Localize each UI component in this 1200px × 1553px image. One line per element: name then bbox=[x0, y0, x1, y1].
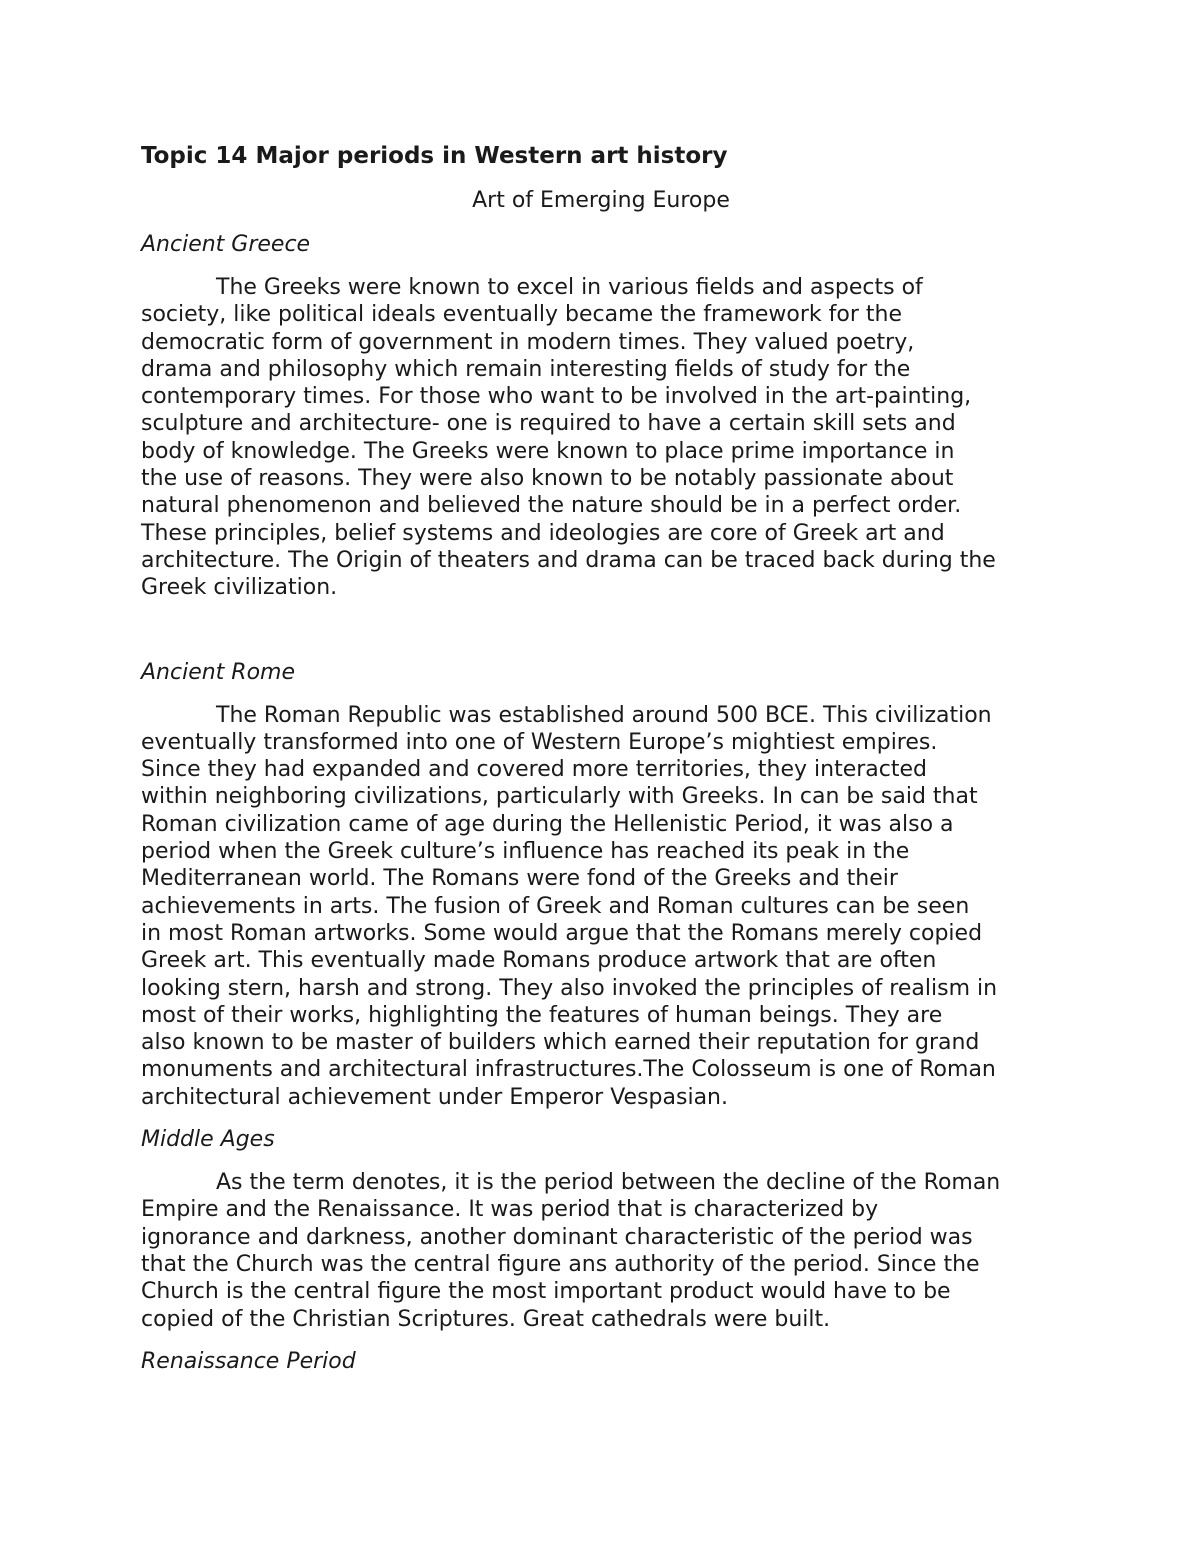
paragraph-line: also known to be master of builders which earned their reputation for grand bbox=[141, 1030, 980, 1056]
section-body-ancient-rome bbox=[141, 702, 1061, 1111]
paragraph-line: democratic form of government in modern times. They valued poetry, bbox=[141, 329, 915, 355]
paragraph-line: Greek art. This eventually made Romans produce artwork that are often bbox=[141, 948, 937, 974]
paragraph-line: that the Church was the central figure ans authority of the period. Since the bbox=[141, 1251, 980, 1277]
paragraph-line: the use of reasons. They were also known to be notably passionate about bbox=[141, 466, 954, 492]
paragraph-line: sculpture and architecture- one is required to have a certain skill sets and bbox=[141, 411, 956, 437]
paragraph-line: drama and philosophy which remain interesting fields of study for the bbox=[141, 356, 911, 382]
paragraph-line: As the term denotes, it is the period between the decline of the Roman bbox=[216, 1170, 1001, 1196]
paragraph-line: architectural achievement under Emperor Vespasian. bbox=[141, 1084, 728, 1110]
paragraph-line: The Greeks were known to excel in various fields and aspects of bbox=[216, 275, 923, 300]
document-title: Topic 14 Major periods in Western art history bbox=[141, 143, 728, 169]
paragraph-line: in most Roman artworks. Some would argue that the Romans merely copied bbox=[141, 920, 983, 946]
paragraph-line: Since they had expanded and covered more territories, they interacted bbox=[141, 757, 927, 783]
paragraph-line: natural phenomenon and believed the nature should be in a perfect order. bbox=[141, 493, 962, 519]
paragraph-line: contemporary times. For those who want to be involved in the art-painting, bbox=[141, 384, 972, 410]
paragraph-line: Empire and the Renaissance. It was period that is characterized by bbox=[141, 1197, 879, 1223]
document-page bbox=[141, 140, 1061, 1377]
paragraph-line: copied of the Christian Scriptures. Great cathedrals were built. bbox=[141, 1306, 831, 1332]
paragraph-line: Greek civilization. bbox=[141, 575, 338, 601]
section-heading-ancient-rome: Ancient Rome bbox=[141, 659, 296, 685]
section-body-ancient-greece bbox=[141, 274, 1061, 602]
section-heading-middle-ages: Middle Ages bbox=[141, 1127, 275, 1153]
paragraph-line: most of their works, highlighting the features of human beings. They are bbox=[141, 1002, 943, 1028]
section-heading-ancient-greece: Ancient Greece bbox=[141, 232, 311, 257]
section-body-middle-ages bbox=[141, 1169, 1061, 1333]
paragraph-line: Church is the central figure the most important product would have to be bbox=[141, 1279, 951, 1305]
paragraph-line: period when the Greek culture’s influence has reached its peak in the bbox=[141, 839, 910, 865]
document-subtitle: Art of Emerging Europe bbox=[472, 188, 730, 213]
paragraph-line: achievements in arts. The fusion of Greek and Roman cultures can be seen bbox=[141, 893, 970, 919]
paragraph-line: within neighboring civilizations, particularly with Greeks. In can be said that bbox=[141, 784, 978, 810]
paragraph-line: Roman civilization came of age during the Hellenistic Period, it was also a bbox=[141, 811, 954, 837]
section-heading-renaissance-period: Renaissance Period bbox=[141, 1348, 356, 1374]
paragraph-line: The Roman Republic was established around 500 BCE. This civilization bbox=[216, 702, 992, 728]
paragraph-line: society, like political ideals eventually became the framework for the bbox=[141, 302, 903, 328]
paragraph-line: Mediterranean world. The Romans were fond of the Greeks and their bbox=[141, 866, 898, 892]
paragraph-line: architecture. The Origin of theaters and drama can be traced back during the bbox=[141, 547, 996, 573]
paragraph-line: monuments and architectural infrastructures.The Colosseum is one of Roman bbox=[141, 1057, 996, 1083]
paragraph-line: looking stern, harsh and strong. They also invoked the principles of realism in bbox=[141, 975, 998, 1001]
paragraph-line: These principles, belief systems and ideologies are core of Greek art and bbox=[141, 520, 945, 546]
paragraph-line: eventually transformed into one of Western Europe’s mightiest empires. bbox=[141, 729, 938, 755]
paragraph-line: ignorance and darkness, another dominant characteristic of the period was bbox=[141, 1224, 973, 1250]
paragraph-line: body of knowledge. The Greeks were known to place prime importance in bbox=[141, 438, 955, 464]
